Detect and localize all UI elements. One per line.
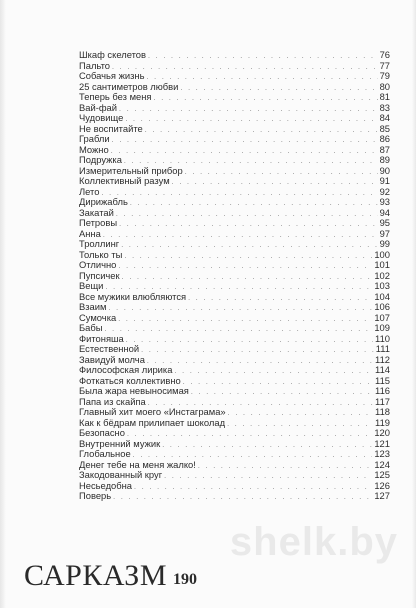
- toc-leader-dots: [124, 252, 372, 263]
- toc-entry-page: 77: [379, 59, 390, 71]
- toc-leader-dots: [154, 94, 378, 105]
- toc-leader-dots: [113, 493, 372, 504]
- toc-entry-page: 79: [379, 70, 390, 81]
- toc-entry[interactable]: [79, 124, 390, 135]
- toc-leader-dots: [125, 115, 377, 126]
- toc-entry-title: Завидуй молча: [79, 353, 145, 365]
- toc-leader-dots: [180, 84, 377, 95]
- toc-entry-page: 119: [375, 416, 390, 428]
- toc-entry-page: 118: [375, 406, 390, 417]
- toc-entry-title: Закодованный круг: [79, 469, 163, 480]
- toc-entry[interactable]: [79, 92, 390, 103]
- toc-entry-title: Бабы: [79, 322, 103, 333]
- toc-entry-title: Подружка: [79, 154, 122, 165]
- toc-entry[interactable]: [79, 313, 390, 324]
- toc-entry-page: 86: [379, 133, 390, 144]
- toc-entry[interactable]: [79, 428, 390, 439]
- toc-leader-dots: [122, 273, 373, 284]
- toc-entry-title: Безопасно: [79, 427, 125, 438]
- toc-leader-dots: [119, 105, 378, 116]
- toc-entry-page: 125: [374, 469, 390, 480]
- toc-leader-dots: [147, 357, 373, 368]
- toc-leader-dots: [174, 367, 373, 378]
- toc-entry-title: Не воспитайте: [79, 122, 143, 134]
- toc-entry-page: 111: [375, 343, 390, 354]
- toc-entry-title: Сумочка: [79, 311, 117, 323]
- toc-entry-page: 117: [375, 395, 390, 407]
- toc-entry-title: Отлично: [79, 259, 117, 270]
- toc-entry-title: Коллективный разум: [79, 175, 170, 186]
- toc-entry-page: 120: [374, 427, 390, 438]
- toc-entry-page: 84: [379, 112, 390, 123]
- toc-entry[interactable]: [79, 418, 390, 429]
- toc-entry-title: Внутренний мужик: [79, 437, 161, 449]
- toc-entry-title: Петровы: [79, 217, 118, 228]
- toc-entry[interactable]: [79, 449, 390, 460]
- toc-entry-title: Вай-фай: [79, 101, 117, 113]
- toc-entry-title: Дирижабль: [79, 196, 128, 207]
- toc-entry-page: 110: [375, 332, 390, 344]
- toc-entry-page: 107: [374, 311, 390, 323]
- toc-leader-dots: [191, 388, 373, 399]
- toc-entry-page: 99: [379, 238, 390, 249]
- toc-leader-dots: [101, 189, 377, 200]
- toc-leader-dots: [227, 420, 373, 431]
- toc-entry[interactable]: [79, 407, 390, 418]
- toc-leader-dots: [145, 126, 378, 137]
- toc-entry-page: 92: [379, 185, 390, 197]
- toc-entry-page: 101: [374, 259, 390, 270]
- toc-entry-page: 87: [379, 143, 390, 155]
- toc-entry[interactable]: [79, 292, 390, 303]
- toc-entry-title: Анна: [79, 227, 101, 239]
- toc-leader-dots: [121, 241, 377, 252]
- toc-entry[interactable]: [79, 208, 390, 219]
- toc-leader-dots: [148, 52, 378, 63]
- toc-entry-page: 81: [379, 91, 390, 102]
- toc-leader-dots: [185, 168, 378, 179]
- toc-entry-page: 100: [374, 248, 390, 260]
- toc-entry-page: 95: [379, 217, 390, 228]
- toc-entry-title: Пупсичек: [79, 269, 120, 281]
- toc-entry-page: 102: [374, 269, 390, 281]
- toc-leader-dots: [172, 178, 378, 189]
- toc-leader-dots: [146, 73, 377, 84]
- page-number: 190: [173, 571, 197, 588]
- toc-leader-dots: [111, 147, 378, 158]
- toc-entry[interactable]: [79, 365, 390, 376]
- toc-entry[interactable]: [79, 71, 390, 82]
- toc-leader-dots: [112, 63, 378, 74]
- watermark: shelk.by: [229, 520, 398, 564]
- toc-entry[interactable]: [79, 145, 390, 156]
- toc-entry[interactable]: [79, 113, 390, 124]
- toc-entry-page: 123: [374, 448, 390, 459]
- page-edge-shadow: [0, 0, 6, 608]
- toc-entry[interactable]: [79, 176, 390, 187]
- toc-entry-page: 112: [375, 353, 390, 365]
- toc-entry[interactable]: [79, 239, 390, 250]
- toc-entry-title: Денег тебе на меня жалко!: [79, 458, 196, 470]
- toc-entry-page: 114: [375, 364, 390, 375]
- toc-entry[interactable]: [79, 260, 390, 271]
- toc-entry-page: 109: [374, 322, 390, 333]
- toc-entry[interactable]: [79, 481, 390, 492]
- toc-entry-title: Шкаф скелетов: [79, 49, 146, 60]
- toc-entry-title: Как к бёдрам прилипает шоколад: [79, 416, 226, 428]
- toc-entry-title: Только ты: [79, 248, 123, 260]
- toc-entry-title: Папа из скайпа: [79, 395, 146, 407]
- toc-leader-dots: [164, 472, 372, 483]
- toc-entry[interactable]: [79, 302, 390, 313]
- toc-entry[interactable]: [79, 155, 390, 166]
- toc-entry-title: 25 сантиметров любви: [79, 80, 179, 92]
- toc-entry-page: 90: [379, 164, 390, 176]
- toc-entry-page: 121: [374, 437, 390, 449]
- toc-leader-dots: [126, 336, 373, 347]
- toc-entry-title: Философская лирика: [79, 364, 173, 375]
- toc-entry-page: 89: [379, 154, 390, 165]
- toc-entry[interactable]: [79, 250, 390, 261]
- toc-leader-dots: [118, 315, 372, 326]
- toc-entry-title: Главный хит моего «Инстаграма»: [79, 406, 226, 417]
- toc-entry-page: 94: [379, 206, 390, 218]
- toc-entry-title: Троллинг: [79, 238, 120, 249]
- toc-entry-page: 126: [374, 479, 390, 491]
- toc-entry[interactable]: [79, 470, 390, 481]
- toc-entry[interactable]: [79, 218, 390, 229]
- toc-entry-title: Взаим: [79, 301, 107, 312]
- book-title: САРКАЗМ: [24, 559, 167, 592]
- toc-leader-dots: [198, 462, 372, 473]
- toc-entry-page: 103: [374, 280, 390, 291]
- page-edge-shadow: [412, 0, 416, 608]
- toc-entry-title: Пальто: [79, 59, 110, 71]
- toc-entry-title: Все мужики влюбляются: [79, 290, 187, 302]
- toc-entry[interactable]: [79, 323, 390, 334]
- toc-entry-title: Естественной: [79, 343, 140, 354]
- toc-entry-page: 83: [379, 101, 390, 113]
- toc-leader-dots: [188, 294, 372, 305]
- toc-entry-page: 106: [374, 301, 390, 312]
- toc-entry-title: Фоткаться коллективно: [79, 374, 181, 386]
- toc-entry-title: Грабли: [79, 133, 110, 144]
- toc-leader-dots: [118, 262, 372, 273]
- toc-entry-page: 97: [379, 227, 390, 239]
- toc-entry-title: Несьедобна: [79, 479, 133, 491]
- toc-entry[interactable]: [79, 197, 390, 208]
- toc-entry[interactable]: [79, 386, 390, 397]
- toc-entry-title: Измерительный прибор: [79, 164, 183, 176]
- toc-leader-dots: [162, 441, 372, 452]
- toc-entry[interactable]: [79, 134, 390, 145]
- toc-leader-dots: [228, 409, 373, 420]
- toc-entry-title: Поверь: [79, 490, 112, 501]
- toc-entry[interactable]: [79, 491, 390, 502]
- toc-leader-dots: [141, 346, 374, 357]
- toc-leader-dots: [104, 325, 372, 336]
- toc-entry-page: 80: [379, 80, 390, 92]
- toc-entry-title: Чудовище: [79, 112, 124, 123]
- toc-entry-page: 104: [374, 290, 390, 302]
- toc-entry-title: Можно: [79, 143, 109, 155]
- toc-entry-page: 116: [375, 385, 390, 396]
- toc-entry-page: 85: [379, 122, 390, 134]
- toc-entry-page: 91: [379, 175, 390, 186]
- toc-leader-dots: [119, 220, 377, 231]
- toc-entry-page: 76: [379, 49, 390, 60]
- toc-entry[interactable]: [79, 344, 390, 355]
- toc-leader-dots: [183, 378, 373, 389]
- toc-entry[interactable]: [79, 281, 390, 292]
- toc-entry-page: 124: [374, 458, 390, 470]
- toc-entry-title: Вещи: [79, 280, 104, 291]
- toc-entry[interactable]: [79, 103, 390, 114]
- toc-leader-dots: [130, 199, 378, 210]
- toc-entry[interactable]: [79, 271, 390, 282]
- toc-entry-title: Закатай: [79, 206, 114, 218]
- toc-entry-title: Собачья жизнь: [79, 70, 145, 81]
- toc-leader-dots: [127, 430, 372, 441]
- toc-leader-dots: [108, 304, 372, 315]
- toc-entry-page: 127: [374, 490, 390, 501]
- toc-entry-title: Была жара невыносимая: [79, 385, 189, 396]
- toc-entry-title: Теперь без меня: [79, 91, 152, 102]
- toc-entry-page: 93: [379, 196, 390, 207]
- toc-leader-dots: [134, 483, 372, 494]
- toc-entry-title: Глобальное: [79, 448, 131, 459]
- toc-entry-title: Лето: [79, 185, 100, 197]
- page-footer: [24, 561, 197, 591]
- toc-entry-page: 115: [375, 374, 390, 386]
- toc-entry[interactable]: [79, 50, 390, 61]
- toc-leader-dots: [116, 210, 378, 221]
- table-of-contents: [79, 50, 390, 502]
- toc-entry[interactable]: [79, 229, 390, 240]
- toc-leader-dots: [112, 136, 378, 147]
- toc-leader-dots: [103, 231, 378, 242]
- toc-entry-title: Фитоняша: [79, 332, 124, 344]
